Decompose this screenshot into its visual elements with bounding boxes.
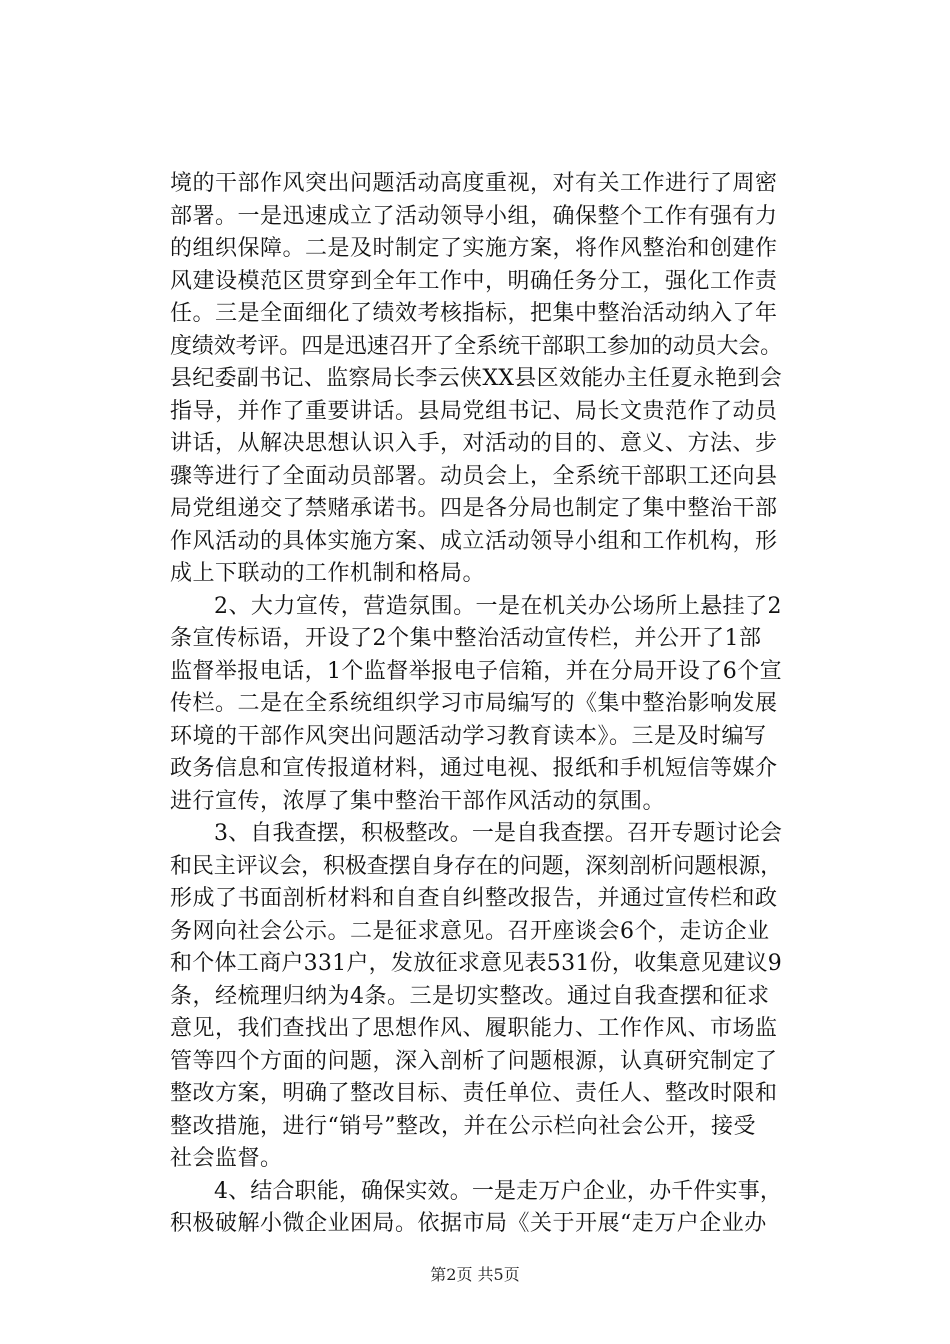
text-line: 整改措施，进行“销号”整改，并在公示栏向社会公开，接受 — [170, 1113, 756, 1139]
text-line: 风建设模范区贯穿到全年工作中，明确任务分工，强化工作责 — [170, 268, 778, 294]
text-line: 进行宣传，浓厚了集中整治干部作风活动的氛围。 — [170, 788, 666, 814]
text-line: 度绩效考评。四是迅速召开了全系统干部职工参加的动员大会。 — [170, 333, 782, 359]
text-line: 的组织保障。二是及时制定了实施方案，将作风整治和创建作 — [170, 236, 778, 261]
text-line: 传栏。二是在全系统组织学习市局编写的《集中整治影响发展 — [170, 691, 778, 716]
text-line: 4、结合职能，确保实效。一是走万户企业，办千件实事， — [214, 1178, 782, 1204]
paragraph-self-inspection — [170, 818, 782, 1176]
text-line: 作风活动的具体实施方案、成立活动领导小组和工作机构，形 — [170, 528, 778, 554]
text-line: 和个体工商户331户，发放征求意见表531份，收集意见建议9 — [170, 951, 782, 976]
text-line: 局党组递交了禁赌承诺书。四是各分局也制定了集中整治干部 — [170, 496, 778, 521]
paragraph-publicity — [170, 591, 782, 819]
text-line: 整改方案，明确了整改目标、责任单位、责任人、整改时限和 — [170, 1081, 778, 1106]
text-line: 积极破解小微企业困局。依据市局《关于开展“走万户企业办 — [170, 1211, 767, 1236]
text-line: 监督举报电话，1个监督举报电子信箱，并在分局开设了6个宣 — [170, 658, 782, 684]
text-line: 3、自我查摆，积极整改。一是自我查摆。召开专题讨论会 — [214, 821, 782, 846]
paragraph-effectiveness — [170, 1176, 782, 1241]
text-line: 条宣传标语，开设了2个集中整治活动宣传栏，并公开了1部 — [170, 626, 762, 651]
text-line: 务网向社会公示。二是征求意见。召开座谈会6个，走访企业 — [170, 918, 770, 944]
text-line: 县纪委副书记、监察局长李云侠XX县区效能办主任夏永艳到会 — [170, 366, 782, 391]
paragraph-continued — [170, 168, 782, 591]
text-line: 条，经梳理归纳为4条。三是切实整改。通过自我查摆和征求 — [170, 983, 770, 1009]
text-line: 2、大力宣传，营造氛围。一是在机关办公场所上悬挂了2 — [214, 593, 782, 619]
text-line: 部署。一是迅速成立了活动领导小组，确保整个工作有强有力 — [170, 203, 778, 229]
text-line: 形成了书面剖析材料和自查自纠整改报告，并通过宣传栏和政 — [170, 886, 778, 911]
text-line: 环境的干部作风突出问题活动学习教育读本》。三是及时编写 — [170, 723, 767, 749]
text-line: 政务信息和宣传报道材料，通过电视、报纸和手机短信等媒介 — [170, 756, 778, 781]
text-line: 意见，我们查找出了思想作风、履职能力、工作作风、市场监 — [170, 1016, 778, 1041]
page-number-footer: 第2页 共5页 — [430, 1265, 520, 1284]
text-line: 境的干部作风突出问题活动高度重视，对有关工作进行了周密 — [170, 171, 778, 196]
text-line: 管等四个方面的问题，深入剖析了问题根源，认真研究制定了 — [170, 1048, 778, 1074]
text-line: 指导，并作了重要讲话。县局党组书记、局长文贵范作了动员 — [170, 398, 778, 424]
text-line: 社会监督。 — [170, 1146, 283, 1171]
text-line: 讲话，从解决思想认识入手，对活动的目的、意义、方法、步 — [170, 431, 778, 456]
text-line: 成上下联动的工作机制和格局。 — [170, 561, 486, 586]
text-line: 和民主评议会，积极查摆自身存在的问题，深刻剖析问题根源， — [170, 853, 782, 879]
document-body — [170, 168, 782, 1241]
text-line: 任。三是全面细化了绩效考核指标，把集中整治活动纳入了年 — [170, 301, 778, 326]
text-line: 骤等进行了全面动员部署。动员会上，全系统干部职工还向县 — [170, 463, 778, 489]
